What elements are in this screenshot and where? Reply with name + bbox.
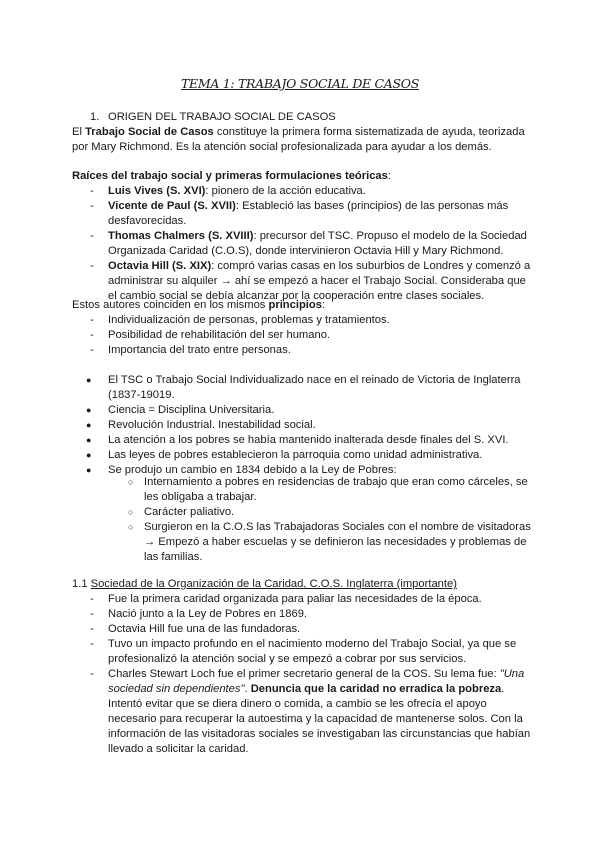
list-item <box>72 667 534 757</box>
intro-bold-term: Trabajo Social de Casos <box>85 126 214 138</box>
intro-text-rest: constituye la primera forma sistematizada de ayuda, teorizada por Mary Richmond. Es la atención social profesionalizada para ayudar a los demás. <box>72 126 525 153</box>
list-item: - Posibilidad de rehabilitación del ser humano. <box>72 328 534 343</box>
list-item: - Fue la primera caridad organizada para paliar las necesidades de la época. <box>72 592 534 607</box>
principles-text: Estos autores coinciden en los mismos <box>72 299 269 311</box>
list-item: - Nació junto a la Ley de Pobres en 1869. <box>72 607 534 622</box>
loch-text-rest: . Intentó evitar que se diera dinero o comida, a cambio se les ofrecía el apoyo necesario para recuperar la autoestima y la capacidad de mantenerse solos. Con la información de las visitadoras sociales se investigaban las circunstancias que habían llevado a solicitar la caridad. <box>108 683 531 755</box>
principles-intro <box>72 298 534 313</box>
author-name: Vicente de Paul (S. XVII) <box>108 200 236 212</box>
roots-heading <box>72 169 534 184</box>
cos-list <box>72 592 534 757</box>
section-1-1-heading-text: Sociedad de la Organización de la Caridad, C.O.S. Inglaterra (importante) <box>90 578 457 590</box>
list-item <box>72 229 534 259</box>
list-item: - Octavia Hill fue una de las fundadoras. <box>72 622 534 637</box>
poor-law-sublist <box>72 475 534 565</box>
intro-text: El <box>72 126 86 138</box>
list-item: ● Se produjo un cambio en 1834 debido a la Ley de Pobres: <box>72 463 534 478</box>
section-1-1-number: 1.1 <box>72 578 88 590</box>
loch-motto: "Una sociedad sin dependientes" <box>108 668 525 695</box>
list-item: ● La atención a los pobres se había mantenido inalterada desde finales del S. XVI. <box>72 433 534 448</box>
list-item: - Importancia del trato entre personas. <box>72 343 534 358</box>
list-item: ● Las leyes de pobres establecieron la parroquia como unidad administrativa. <box>72 448 534 463</box>
loch-text: Charles Stewart Loch fue el primer secretario general de la COS. Su lema fue: <box>108 668 500 680</box>
list-item: ○ Internamiento a pobres en residencias de trabajo que eran como cárceles, se les obligaba a trabajar. <box>72 475 534 505</box>
roots-heading-text: Raíces del trabajo social y primeras formulaciones teóricas <box>72 170 388 182</box>
history-bullet-list <box>72 373 534 478</box>
loch-bold: Denuncia que la caridad no erradica la pobreza <box>250 683 502 695</box>
page-title: TEMA 1: TRABAJO SOCIAL DE CASOS <box>180 76 420 91</box>
list-item: ● Revolución Industrial. Inestabilidad social. <box>72 418 534 433</box>
author-name: Thomas Chalmers (S. XVIII) <box>108 230 254 242</box>
author-desc: : compró varias casas en los suburbios de Londres y comenzó a administrar su alquiler → ahí se empezó a hacer el Trabajo Social. Consideraba que el cambio social se debía alcanzar por la cooperación entre clases sociales. <box>108 260 531 302</box>
section-1-heading <box>72 110 534 125</box>
list-item <box>72 199 534 229</box>
roots-list <box>72 184 534 304</box>
list-item <box>72 184 534 199</box>
section-1-1-heading <box>72 577 534 592</box>
list-item: ○ Carácter paliativo. <box>72 505 534 520</box>
section-1-number: 1. <box>90 111 100 123</box>
author-name: Luis Vives (S. XVI) <box>108 185 206 197</box>
list-item: ● Ciencia = Disciplina Universitaria. <box>72 403 534 418</box>
list-item: - Individualización de personas, problemas y tratamientos. <box>72 313 534 328</box>
author-desc: : precursor del TSC. Propuso el modelo de la Sociedad Organizada Caridad (C.O.S), donde intervinieron Octavia Hill y Mary Richmond. <box>108 230 527 257</box>
list-item: - Tuvo un impacto profundo en el nacimiento moderno del Trabajo Social, ya que se profesionalizó la atención social y se empezó a cobrar por sus servicios. <box>72 637 534 667</box>
principles-bold: principios <box>268 299 322 311</box>
list-item: ● El TSC o Trabajo Social Individualizado nace en el reinado de Victoria de Inglaterra (1837-19019. <box>72 373 534 403</box>
author-name: Octavia Hill (S. XIX) <box>108 260 212 272</box>
intro-paragraph <box>72 125 534 155</box>
author-desc: : Estableció las bases (principios) de las personas más desfavorecidas. <box>108 200 509 227</box>
loch-sep: . <box>244 683 251 695</box>
principles-list <box>72 313 534 358</box>
section-1-heading-text: ORIGEN DEL TRABAJO SOCIAL DE CASOS <box>108 111 336 123</box>
roots-heading-colon: : <box>387 170 391 182</box>
author-desc: : pionero de la acción educativa. <box>205 185 366 197</box>
list-item: ○ Surgieron en la C.O.S las Trabajadoras Sociales con el nombre de visitadoras → Empezó a haber escuelas y se definieron las necesidades y problemas de las familias. <box>72 520 534 565</box>
principles-colon: : <box>321 299 326 311</box>
